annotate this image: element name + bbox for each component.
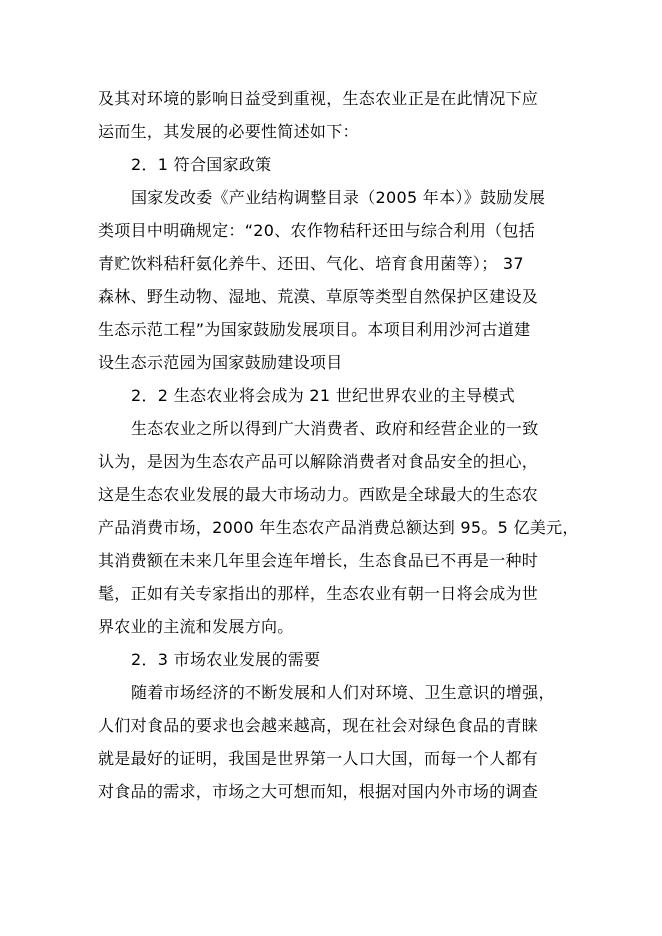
paragraph-line: 对食品的需求，市场之大可想而知，根据对国内外市场的调查 (98, 782, 539, 801)
paragraph-line: 髦，正如有关专家指出的那样，生态农业有朝一日将会成为世 (98, 584, 539, 603)
paragraph-line: 界农业的主流和发展方向。 (98, 617, 294, 636)
paragraph-line: 类项目中明确规定：“20、农作物秸秆还田与综合利用（包括 (98, 221, 536, 240)
paragraph-line: 及其对环境的影响日益受到重视，生态农业正是在此情况下应 (98, 89, 539, 108)
paragraph-line: 生态示范工程”为国家鼓励发展项目。本项目利用沙河古道建 (98, 320, 531, 339)
paragraph-line: 产品消费市场，2000 年生态农产品消费总额达到 95。5 亿美元， (98, 518, 579, 537)
paragraph-line: 青贮饮料秸秆氨化养牛、还田、气化、培育食用菌等）； 37 (98, 254, 524, 273)
paragraph-line: 森林、野生动物、湿地、荒漠、草原等类型自然保护区建设及 (98, 287, 539, 306)
paragraph-line: 国家发改委《产业结构调整目录（2005 年本）》鼓励发展 (131, 188, 546, 207)
paragraph-line: 生态农业之所以得到广大消费者、政府和经营企业的一致 (131, 419, 539, 438)
paragraph-line: 其消费额在未来几年里会连年增长，生态食品已不再是一种时 (98, 551, 539, 570)
paragraph-line: 人们对食品的要求也会越来越高，现在社会对绿色食品的青睐 (98, 716, 539, 735)
section-heading: 2．3 市场农业发展的需要 (131, 650, 321, 669)
paragraph-line: 运而生，其发展的必要性简述如下： (98, 122, 359, 141)
paragraph-line: 就是最好的证明，我国是世界第一人口大国，而每一个人都有 (98, 749, 539, 768)
paragraph-line: 随着市场经济的不断发展和人们对环境、卫生意识的增强， (131, 683, 555, 702)
paragraph-line: 设生态示范园为国家鼓励建设项目 (98, 353, 343, 372)
paragraph-line: 这是生态农业发展的最大市场动力。西欧是全球最大的生态农 (98, 485, 539, 504)
section-heading: 2．1 符合国家政策 (131, 155, 272, 174)
paragraph-line: 认为，是因为生态农产品可以解除消费者对食品安全的担心， (98, 452, 539, 471)
section-heading: 2．2 生态农业将会成为 21 世纪世界农业的主导模式 (131, 386, 516, 405)
